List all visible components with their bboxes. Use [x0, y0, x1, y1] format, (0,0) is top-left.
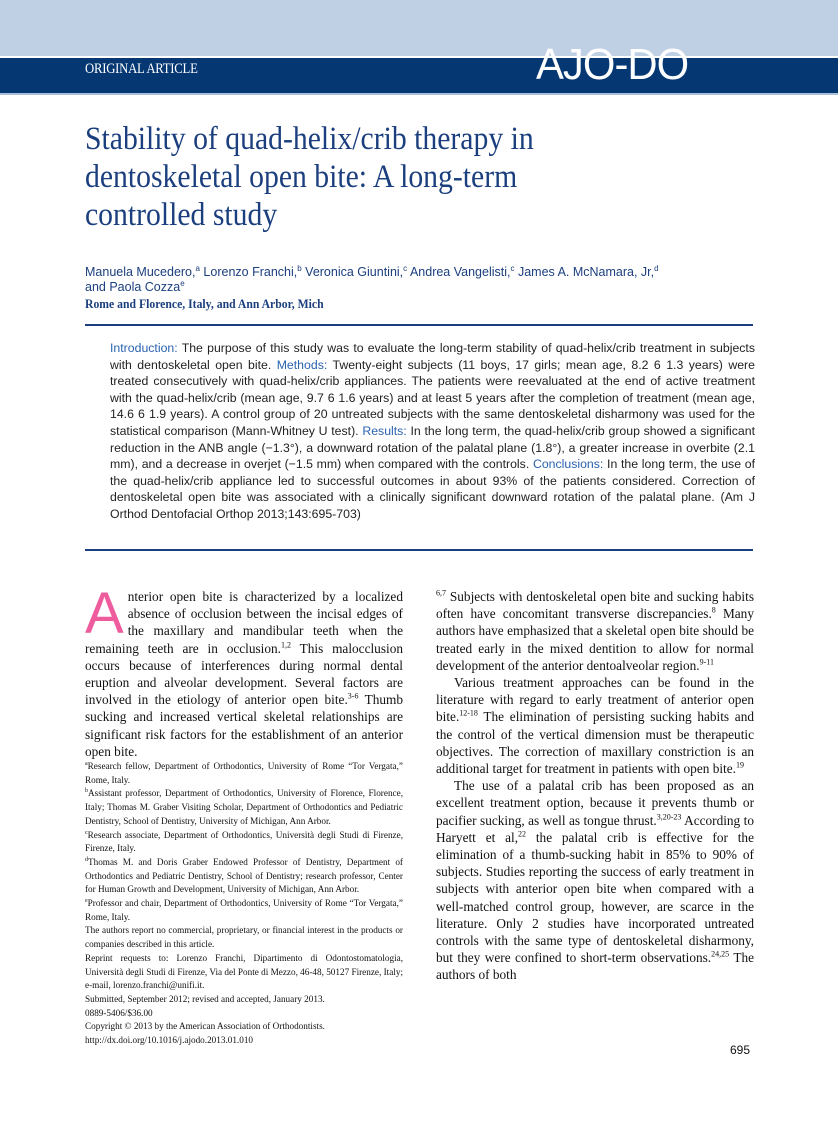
- author: and Paola Cozza$^e$: [85, 278, 185, 294]
- divider: [85, 549, 753, 551]
- author: Veronica Giuntini,$^c$: [305, 263, 408, 279]
- abstract: [110, 340, 755, 523]
- journal-logo: AJO-DO: [536, 40, 689, 89]
- footnote: The authors report no commercial, proprietary, or financial interest in the products or companies described in this article.: [85, 925, 403, 950]
- body-paragraph: Various treatment approaches can be found in the literature with regard to early treatment of anterior open bite.$^{12-18}$ The elimination of persisting sucking habits and the control of the vertical dimension must be therapeutic objectives. The correction of maxillary constriction is an additional target for treatment in patients with open bite.$^{19}$: [436, 675, 754, 777]
- footnote: Submitted, September 2012; revised and accepted, January 2013.: [85, 993, 325, 1004]
- doi-link[interactable]: http://dx.doi.org/10.1016/j.ajodo.2013.01.010: [85, 1035, 254, 1046]
- footnote: Reprint requests to: Lorenzo Franchi, Dipartimento di Odontostomatologia, Università degli Studi di Firenze, Via del Ponte di Mezzo, 46-48, 50127 Firenze, Italy; e-mail, lorenzo.franchi@unifi.it.: [85, 952, 403, 991]
- abstract-text: Twenty-eight subjects (11 boys, 17 girls; mean age, 8.2 6 1.3 years) were treated consecutively with quad-helix/crib appliances. The patients were reevaluated at the end of active treatment with the quad-helix/crib (mean age, 9.7 6 1.6 years) and at least 5 years after the completion of treatment (mean age, 14.6 6 1.9 years). A control group of 20 untreated subjects with the same dentoskeletal disharmony was used for the statistical comparison (Mann-Whitney U test).: [110, 357, 755, 438]
- author: James A. McNamara, Jr,$^d$: [517, 263, 659, 279]
- abstract-heading-introduction: Introduction:: [110, 341, 178, 355]
- body-column-left: [85, 581, 404, 760]
- author: Andrea Vangelisti,$^c$: [409, 263, 515, 279]
- body-paragraph: The use of a palatal crib has been proposed as an excellent treatment option, because it prevents thumb or pacifier sucking, as well as tongue thrust.$^{3,20-23}$ According to Haryett et al,$^{22}$ the palatal crib is effective for the elimination of a thumb-sucking habit in 85% to 90% of subjects. Studies reporting the success of early treatment in subjects with anterior open bite when compared with a well-matched control group, however, are scarce in the literature. Only 2 studies have incorporated untreated controls with the same type of dentoskeletal disharmony, but they were confined to short-term observations.$^{24,25}$ The authors of both: [436, 778, 754, 983]
- body-paragraph: $^{6,7}$ Subjects with dentoskeletal open bite and sucking habits often have concomitant transverse discrepancies.$^8$ Many authors have emphasized that a skeletal open bite should be treated early in the mixed dentition to allow for normal development of the anterior dentoalveolar region.$^{9-11}$: [436, 588, 754, 673]
- author: Lorenzo Franchi,$^b$: [203, 263, 302, 279]
- abstract-heading-methods: Methods:: [276, 357, 328, 372]
- body-column-right: [436, 588, 754, 984]
- divider: [85, 324, 753, 326]
- author: Manuela Mucedero,$^a$: [85, 263, 200, 279]
- abstract-heading-conclusions: Conclusions:: [532, 457, 604, 472]
- header-band: [0, 0, 838, 56]
- footnote: $^d$Thomas M. and Doris Graber Endowed Professor of Dentistry, Department of Orthodontics and Pediatric Dentistry, School of Dentistry; research professor, Center for Human Growth and Development, University of Michigan, Ann Arbor.: [85, 856, 403, 895]
- page-number: 695: [730, 1043, 751, 1057]
- author-location: Rome and Florence, Italy, and Ann Arbor, Mich: [85, 296, 324, 311]
- abstract-heading-results: Results:: [362, 423, 407, 438]
- section-label: ORIGINAL ARTICLE: [85, 61, 198, 77]
- article-title: Stability of quad-helix/crib therapy in dentoskeletal open bite: A long-term controlled study: [85, 121, 534, 233]
- abstract-text: In the long term, the use of the quad-helix/crib appliance led to successful outcomes in about 93% of the patients considered. Correction of dentoskeletal open bite was associated with a clinically significant downward rotation of the palatal plane. (Am J Orthod Dentofacial Orthop 2013;143:695-703): [110, 457, 755, 521]
- abstract-text: In the long term, the quad-helix/crib group showed a significant reduction in the ANB angle (−1.3°), a downward rotation of the palatal plane (1.8°), a greater increase in overbite (2.1 mm), and a decrease in overjet (−1.5 mm) when compared with the controls.: [110, 423, 755, 472]
- footnotes: [85, 760, 403, 1048]
- abstract-text: The purpose of this study was to evaluate the long-term stability of quad-helix/crib treatment in subjects with dentoskeletal open bite.: [110, 341, 755, 372]
- footnote: $^a$Research fellow, Department of Orthodontics, University of Rome “Tor Vergata,” Rome, Italy.: [85, 760, 403, 785]
- body-paragraph: Anterior open bite is characterized by a localized absence of occlusion between the incisal edges of the maxillary and mandibular teeth when the remaining teeth are in occlusion.$^{1,2}$ This malocclusion occurs because of interferences during normal dental eruption and alveolar development. Several factors are involved in the etiology of anterior open bite.$^{3-6}$ Thumb sucking and increased vertical skeletal relationships are significant risk factors for the establishment of an anterior open bite.: [85, 581, 404, 759]
- footnote: $^e$Professor and chair, Department of Orthodontics, University of Rome “Tor Vergata,” Rome, Italy.: [85, 897, 403, 922]
- footnote: 0889-5406/$36.00: [85, 1007, 153, 1018]
- author-list: [85, 265, 765, 295]
- footnote: Copyright © 2013 by the American Association of Orthodontists.: [85, 1021, 325, 1032]
- drop-cap: A: [85, 581, 124, 646]
- footnote: $^b$Assistant professor, Department of Orthodontics, University of Florence, Florence, Italy; Thomas M. Graber Visiting Scholar, Department of Orthodontics and Pediatric Dentistry, School of Dentistry, University of Michigan, Ann Arbor.: [85, 788, 403, 826]
- footnote: $^c$Research associate, Department of Orthodontics, Università degli Studi di Firenze, Firenze, Italy.: [85, 829, 403, 854]
